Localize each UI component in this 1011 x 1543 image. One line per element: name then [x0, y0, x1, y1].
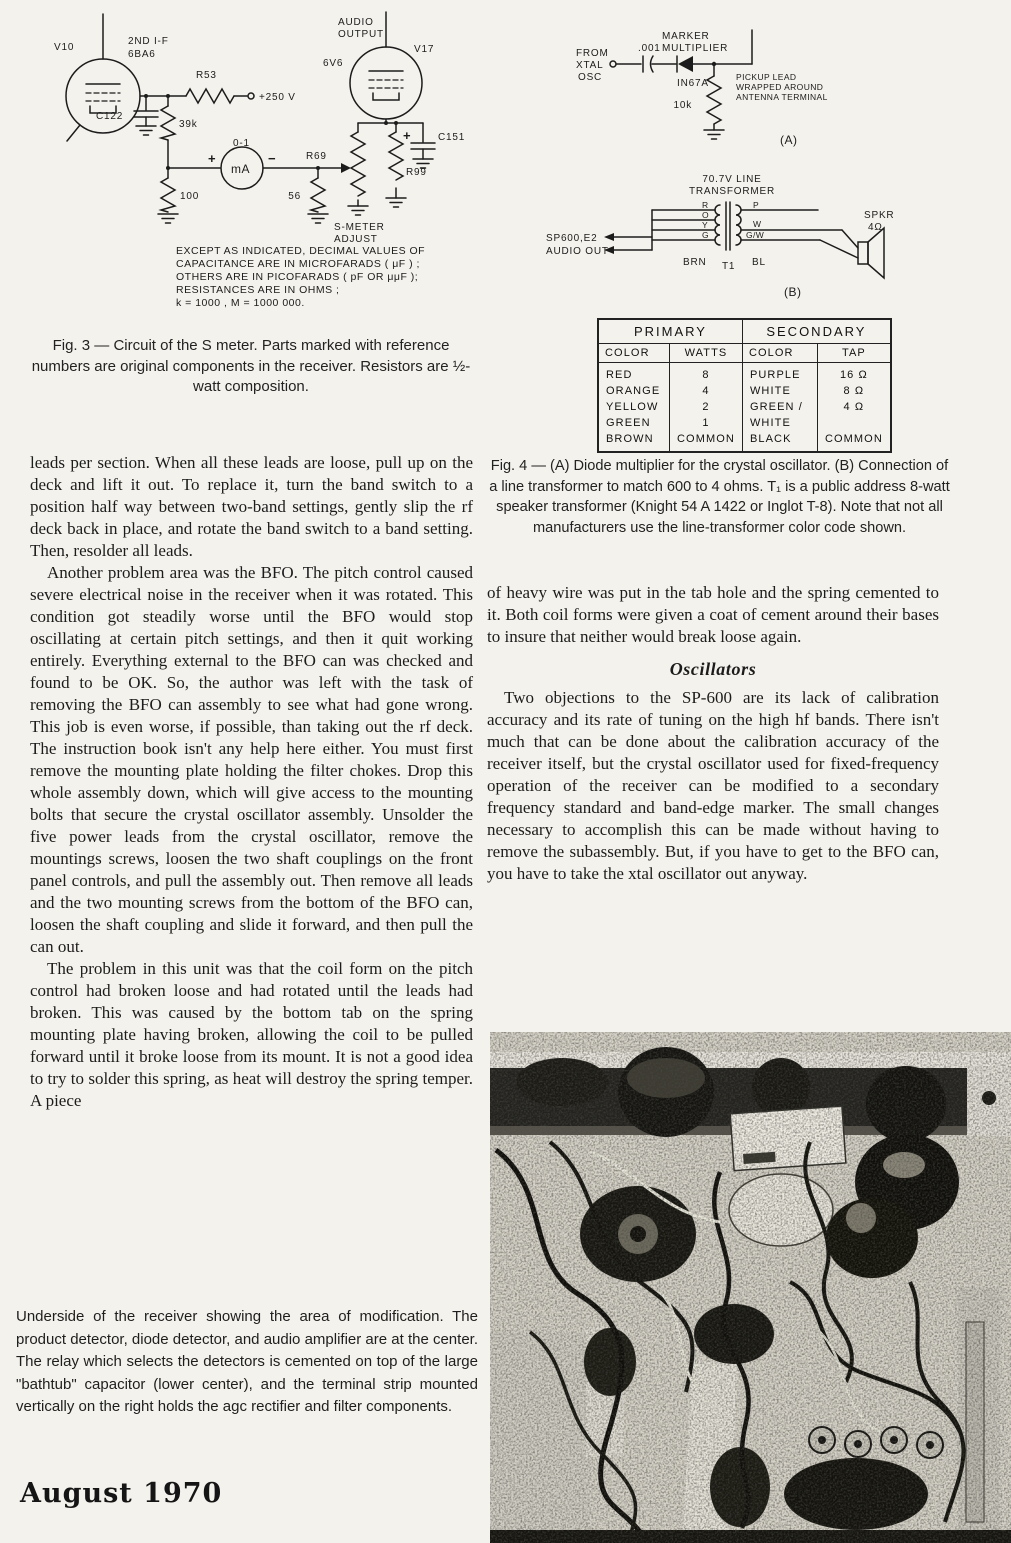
col-header: COLOR — [742, 344, 817, 363]
r69-label: R69 — [306, 151, 327, 162]
figB-tag: (B) — [784, 285, 802, 299]
table-row — [598, 399, 891, 415]
sp600-label: SP600,E2 — [546, 233, 598, 244]
r10k-label: 10k — [673, 100, 692, 111]
r99-label: R99 — [406, 167, 427, 178]
body-paragraph: of heavy wire was put in the tab hole and the spring cemented to it. Both coil forms were given a coat of cement around their bases to insure that neither would break loose again. — [487, 583, 939, 646]
table-row — [598, 431, 891, 452]
cell: GREEN — [598, 415, 670, 431]
r100-label: 100 — [180, 191, 200, 202]
tube1-stage-label: 2ND I-F — [128, 36, 169, 47]
tap-r: R — [702, 200, 709, 210]
spkr-ohms-label: 4Ω — [868, 222, 883, 233]
col-header: WATTS — [670, 344, 743, 363]
note-line: EXCEPT AS INDICATED, DECIMAL VALUES OF — [176, 245, 426, 257]
secondary-header: SECONDARY — [742, 319, 890, 344]
tube1-type-label: 6BA6 — [128, 49, 156, 60]
tap-y: Y — [702, 220, 709, 230]
bl-label: BL — [752, 257, 766, 268]
cell: ORANGE — [598, 383, 670, 399]
cell: GREEN / — [742, 399, 817, 415]
v17-label: V17 — [414, 44, 435, 55]
r53-label: R53 — [196, 70, 217, 81]
cell: COMMON — [824, 433, 883, 445]
tube2-type-label: 6V6 — [323, 58, 344, 69]
transformer-label1: 70.7V LINE — [702, 174, 762, 185]
col-header: COLOR — [598, 344, 670, 363]
cell: WHITE — [742, 415, 817, 431]
from-xtal-label1: FROM — [576, 48, 609, 59]
cell: BROWN — [598, 431, 670, 452]
tap-gw: G/W — [746, 230, 765, 240]
table-row — [598, 383, 891, 399]
table-column-header-row — [598, 344, 891, 363]
note-line: k = 1000 , M = 1000 000. — [176, 297, 305, 309]
cell: 8 — [670, 363, 743, 384]
transformer-color-code-table — [597, 318, 892, 453]
capacitor-c151-symbol — [411, 123, 435, 168]
pickup-lead-label1: PICKUP LEAD — [736, 72, 797, 82]
primary-header: PRIMARY — [598, 319, 742, 344]
cap-001-label: .001 — [638, 43, 661, 54]
speaker-symbol — [858, 228, 884, 278]
cell: 4 Ω — [843, 401, 865, 413]
cell: RED — [598, 363, 670, 384]
tap-w: W — [753, 219, 762, 229]
brn-label: BRN — [683, 257, 707, 268]
cell: PURPLE — [742, 363, 817, 384]
transformer-label2: TRANSFORMER — [688, 186, 776, 197]
diode-1n67a-symbol — [677, 56, 714, 72]
fig3-caption: Fig. 3 — Circuit of the S meter. Parts marked with reference numbers are original components in the receiver. Resistors are ½-watt composition. — [31, 337, 471, 396]
resistor-10k-symbol — [704, 64, 724, 139]
cell — [817, 415, 890, 431]
resistor-100-symbol — [158, 168, 178, 223]
c122-label: C122 — [96, 111, 124, 122]
transformer-primary-coil — [652, 205, 720, 245]
tap-o: O — [702, 210, 710, 220]
note-line: RESISTANCES ARE IN OHMS ; — [176, 284, 340, 296]
fig4a-diode-multiplier-schematic — [540, 18, 960, 163]
note-line: CAPACITANCE ARE IN MICROFARADS ( μF ) ; — [176, 258, 420, 270]
meter-range-label: 0-1 — [233, 138, 250, 149]
figA-tag: (A) — [780, 133, 798, 147]
spkr-label: SPKR — [864, 210, 895, 221]
schematic-notes — [176, 245, 425, 309]
meter-unit-label: mA — [231, 162, 250, 176]
receiver-underside-photo — [490, 1032, 1011, 1543]
note-line: OTHERS ARE IN PICOFARADS ( pF OR μμF ); — [176, 271, 419, 283]
body-paragraph: leads per section. When all these leads are loose, pull up on the deck and lift it out. To replace it, turn the band switch to a position half way between two-band settings, gently slip the rf deck back in place, and rotate the band switch to a band setting. Then, resolder all leads. — [30, 453, 473, 560]
body-paragraph: The problem in this unit was that the coil form on the pitch control had broken loose and had rotated until the leads had broken. This was caused by the bottom tab on the spring mounting plate having broken, allowing the coil to be pulled forward until it broke loose from its mount. It is not a good idea to try to solder this spring, as heat will destroy the spring temper. A piece — [30, 959, 473, 1110]
audio-output-label1: AUDIO — [338, 17, 374, 28]
cell: BLACK — [742, 431, 817, 452]
cell: 1 — [670, 415, 743, 431]
pot-r69-symbol — [348, 123, 368, 215]
pickup-lead-label3: ANTENNA TERMINAL — [736, 92, 828, 102]
v10-label: V10 — [54, 42, 75, 53]
meter-plus: + — [208, 151, 217, 166]
c151-plus: + — [403, 128, 412, 143]
meter-minus: − — [268, 151, 277, 166]
left-text-column — [30, 452, 473, 1112]
marker-multiplier-label1: MARKER — [662, 31, 710, 42]
fig3-s-meter-schematic — [18, 8, 488, 318]
t1-label: T1 — [722, 261, 736, 272]
marker-multiplier-label2: MULTIPLIER — [662, 43, 729, 54]
from-xtal-label3: OSC — [578, 72, 603, 83]
right-text-column — [487, 582, 939, 885]
diode-label: IN67A — [677, 78, 709, 89]
from-xtal-label2: XTAL — [576, 60, 604, 71]
tap-g: G — [702, 230, 710, 240]
supply-label: +250 V — [259, 92, 296, 103]
table-row — [598, 415, 891, 431]
cell: 8 Ω — [843, 385, 865, 397]
body-paragraph: Two objections to the SP-600 are its lack of calibration accuracy and its rate of tuning on the high hf bands. There isn't much that can be done about the calibration accuracy of the receiver itself, but the crystal oscillator used for fixed-frequency operation of the receiver can be modified to a secondary frequency standard and band-edge marker. The small changes necessary to accomplish this can be made without having to remove the subassembly. But, if you have to get to the BFO can, you have to take the xtal oscillator out anyway. — [487, 688, 939, 883]
audio-out-label: AUDIO OUT — [546, 246, 609, 257]
cell: 2 — [670, 399, 743, 415]
r39k-label: 39k — [179, 119, 198, 130]
audio-out-arrow — [604, 233, 614, 241]
resistor-39k-symbol — [161, 96, 175, 168]
issue-date: August 1970 — [20, 1478, 223, 1509]
cell: 16 Ω — [839, 369, 868, 381]
capacitor-c122-symbol — [134, 96, 158, 135]
cell: COMMON — [670, 431, 743, 452]
pickup-lead-label2: WRAPPED AROUND — [736, 82, 824, 92]
oscillators-heading: Oscillators — [669, 659, 757, 679]
smeter-adjust-label2: ADJUST — [334, 234, 378, 245]
cell: YELLOW — [598, 399, 670, 415]
table-group-header-row — [598, 319, 891, 344]
fig4b-line-transformer-schematic — [540, 162, 960, 312]
tap-p: P — [753, 200, 760, 210]
cell: WHITE — [742, 383, 817, 399]
resistor-r53-symbol — [186, 89, 234, 103]
resistor-56-symbol — [308, 168, 328, 223]
audio-output-label2: OUTPUT — [338, 29, 384, 40]
smeter-adjust-label1: S-METER — [334, 222, 385, 233]
cell: 4 — [670, 383, 743, 399]
photo-caption: Underside of the receiver showing the area of modification. The product detector, diode detector, and audio amplifier are at the center. The relay which selects the detectors is cemented on top of the large "bathtub" capacitor (lower center), and the terminal strip mounted vertically on the right holds the agc rectifier and filter components. — [16, 1308, 478, 1415]
table-row — [598, 363, 891, 384]
body-paragraph: Another problem area was the BFO. The pitch control caused severe electrical noise in the receiver when it was rotated. This condition got steadily worse until the BFO would stop oscillating at certain pitch settings, and then it quit working entirely. Everything external to the BFO can was checked and found to be OK. So, the author was left with the task of removing the BFO can assembly to see what had gone wrong. This job is even worse, if possible, than taking out the rf deck. The instruction book isn't any help here either. You must first remove the mounting plate holding the filter chokes. Drop this whole assembly down, which will give access to the mounting bolts that secure the crystal oscillator assembly. Unsolder the five power leads from the crystal oscillator, remove the mountings screws, loosen the two shaft couplings on the front panel controls, and pull the assembly out. Then remove all leads and the two mounting screws from the bottom of the BFO can, loosen the shaft coupling and slide it forward, and then pull the can out. — [30, 563, 473, 956]
col-header: TAP — [817, 344, 890, 363]
r56-label: 56 — [288, 191, 301, 202]
fig4-caption: Fig. 4 — (A) Diode multiplier for the crystal oscillator. (B) Connection of a line transformer to match 600 to 4 ohms. T₁ is a public address 8-watt speaker transformer (Knight 54 A 1422 or Inglot T-8). Note that not all manufacturers use the line-transformer color code shown. — [489, 458, 950, 537]
c151-label: C151 — [438, 132, 466, 143]
